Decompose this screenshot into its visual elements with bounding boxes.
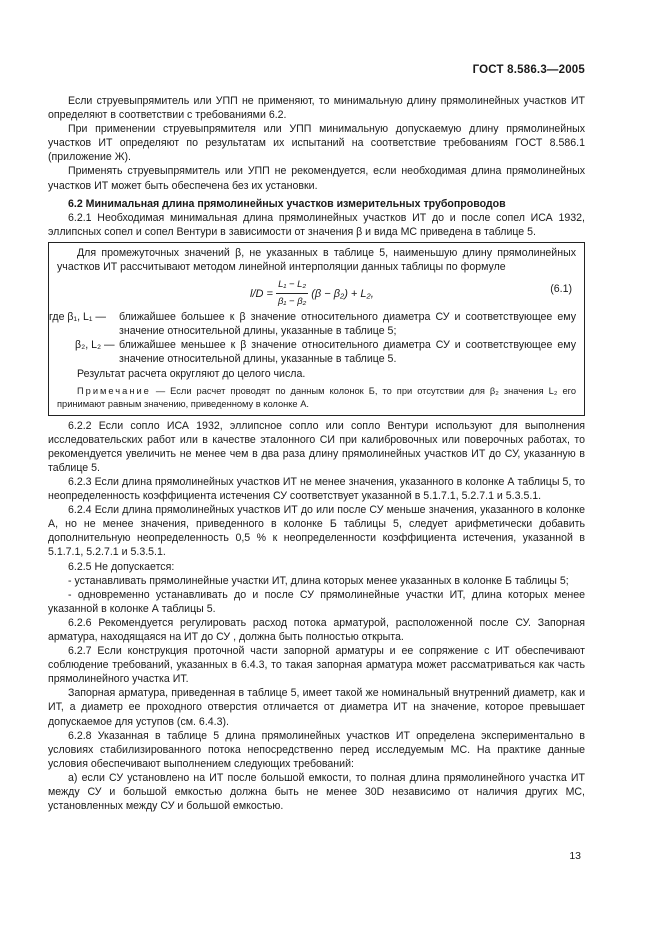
page-content xyxy=(48,94,585,813)
paragraph: 6.2.8 Указанная в таблице 5 длина прямолинейных участков ИТ определена экспериментально в условиях стабилизированного потока непосредственно перед исследуемым МС. На практике данные условия обеспечивают выполнением следующих требований: xyxy=(48,729,585,770)
note-label: Примечание xyxy=(77,385,151,396)
definition-text: ближайшее меньшее к β значение относительного диаметра СУ и соответствующее ему значение относительной длины, указанные в таблице 5. xyxy=(119,339,576,366)
definition-text: ближайшее большее к β значение относительного диаметра СУ и соответствующее ему значение относительной длины, указанные в таблице 5; xyxy=(119,311,576,338)
paragraph: Применять струевыпрямитель или УПП не рекомендуется, если необходимая длина прямолинейных участков ИТ может быть обеспечена без их установки. xyxy=(48,165,585,192)
paragraph: Если струевыпрямитель или УПП не применяют, то минимальную длину прямолинейных участков ИТ определяют в соответствии с требованиями 6.2. xyxy=(48,95,585,122)
list-item: - устанавливать прямолинейные участки ИТ, длина которых менее указанных в колонке Б таблицы 5; xyxy=(68,574,569,587)
page-number: 13 xyxy=(569,850,581,862)
definitions xyxy=(49,310,576,366)
paragraph: 6.2.1 Необходимая минимальная длина прямолинейных участков ИТ до и после сопел ИСА 1932, эллипсных сопел и сопел Вентури в зависимости от значения β и вида МС приведена в таблице 5. xyxy=(48,211,585,238)
box-intro: Для промежуточных значений β, не указанных в таблице 5, наименьшую длину прямолинейных участков ИТ рассчитывают методом линейной интерполяции данных таблицы по формуле xyxy=(57,246,576,274)
paragraph: 6.2.2 Если сопло ИСА 1932, эллипсное сопло или сопло Вентури используют для выполнения исследовательских работ или в качестве эталонного СИ при калибровочных или поверочных работах, то рекомендуется увеличить не менее чем в два раза длину прямолинейных участков ИТ до СУ, указанную в таблице 5. xyxy=(48,419,585,474)
note-text: — Если расчет проводят по данным колонок Б, то при отсутствии для β₂ значения L₂ его принимают равным значению, приведенному в колонке А. xyxy=(57,385,576,409)
list-item: а) если СУ установлено на ИТ после большой емкости, то полная длина прямолинейного участка ИТ между СУ и большой емкостью должна быть не менее 30D независимо от наличия других МС, установленных между СУ и большой емкостью. xyxy=(48,771,585,813)
definition-row xyxy=(49,338,576,366)
definition-symbol xyxy=(49,310,119,338)
formula-fraction xyxy=(276,278,308,309)
paragraph: 6.2.5 Не допускается: xyxy=(68,560,175,573)
definition-symbol-2: β₂, L₂ — xyxy=(75,339,115,352)
formula-numerator: L₁ − L₂ xyxy=(276,278,308,294)
where-word: где xyxy=(49,311,65,324)
paragraph: Запорная арматура, приведенная в таблице 5, имеет такой же номинальный внутренний диаметр, как и ИТ, а диаметр ее проходного отверстия отличается от диаметра ИТ на значение, которое превышает допускаемое для уступов (см. 6.4.3). xyxy=(48,687,585,728)
definition-row xyxy=(49,310,576,338)
formula-denominator: β₁ − β₂ xyxy=(277,296,307,308)
interpolation-box xyxy=(48,242,585,416)
result-rule: Результат расчета округляют до целого числа. xyxy=(77,367,306,380)
formula-lhs: l/D = xyxy=(250,287,273,300)
formula-rhs: (β − β₂) + L₂, xyxy=(311,287,374,300)
list-item: - одновременно устанавливать до и после СУ прямолинейные участки ИТ, длина которых менее указанной в колонке А таблицы 5. xyxy=(48,588,585,615)
document-header: ГОСТ 8.586.3—2005 xyxy=(472,64,585,76)
paragraph: 6.2.6 Рекомендуется регулировать расход потока арматурой, расположенной после СУ. Запорная арматура, находящаяся на ИТ до СУ , должна быть полностью открыта. xyxy=(48,616,585,643)
paragraph: 6.2.3 Если длина прямолинейных участков ИТ не менее значения, указанного в колонке А таблицы 5, то неопределенность коэффициента истечения СУ соответствует указанной в 5.1.7.1, 5.2.7.1 и 5.3.5.1. xyxy=(48,475,585,503)
paragraph: 6.2.4 Если длина прямолинейных участков ИТ до или после СУ меньше значения, указанного в колонке А, но не менее значения, приведенного в колонке Б таблицы 5, следует арифметически добавить дополнительную неопределенность 0,5 % к неопределенности коэффициента истечения, указанной в 5.1.7.1, 5.2.7.1 и 5.3.5.1. xyxy=(48,504,585,559)
note xyxy=(57,385,576,411)
paragraph: При применении струевыпрямителя или УПП минимальную допускаемую длину прямолинейных участков ИТ определяют по результатам их испытаний на соответствие требованиям ГОСТ 8.586.1 (приложение Ж). xyxy=(48,123,585,164)
section-heading: 6.2 Минимальная длина прямолинейных участков измерительных трубопроводов xyxy=(68,197,506,210)
definition-symbol-1: β₁, L₁ — xyxy=(67,311,106,324)
formula-number: (6.1) xyxy=(550,283,572,296)
paragraph: 6.2.7 Если конструкция проточной части запорной арматуры и ее сопряжение с ИТ обеспечивают соблюдение требований, указанных в 6.4.3, то такая запорная арматура может рассматриваться как часть прямолинейного участка ИТ. xyxy=(48,645,585,686)
formula-6-1 xyxy=(57,274,576,310)
